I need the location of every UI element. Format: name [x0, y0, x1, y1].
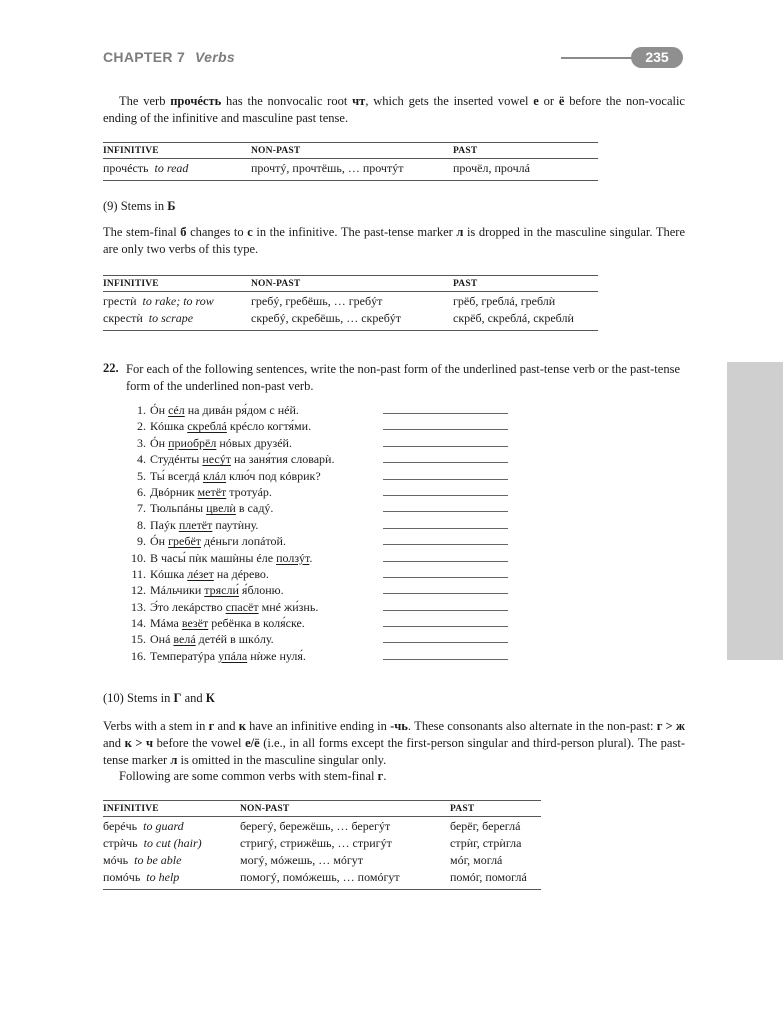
sentence-text: Онá	[150, 632, 174, 647]
verb-table-g-stems	[103, 800, 541, 890]
item-sentence	[150, 451, 334, 467]
answer-blank[interactable]	[383, 577, 508, 578]
cell-past: помóг, помоглá	[450, 868, 541, 890]
chapter-title: Verbs	[195, 49, 235, 65]
underlined-verb: цвелѝ	[206, 501, 236, 516]
para-text: and	[214, 719, 239, 733]
sentence-text: крéсло когтя́ми.	[226, 419, 312, 434]
table-row	[103, 868, 541, 890]
item-number: 11.	[131, 566, 146, 581]
sentence-text: в садý.	[235, 501, 274, 516]
item-number: 12.	[131, 583, 146, 598]
para-letter: к	[238, 719, 246, 733]
answer-blank[interactable]	[383, 495, 508, 496]
para-text: and	[103, 736, 125, 750]
sentence-text: Óн	[150, 403, 169, 417]
para-letter: г > ж	[656, 719, 685, 733]
para-text: changes to	[186, 225, 248, 239]
para-letter: г	[208, 719, 215, 733]
exercise-item	[118, 631, 518, 647]
sentence-text: Паýк	[150, 517, 179, 532]
section-10-paragraph	[103, 718, 685, 769]
para-text: is dropped in the masculine singular. There are only two verbs of this type.	[103, 225, 685, 256]
exercise-item	[118, 550, 518, 566]
sentence-text: нóвых друзéй.	[216, 435, 292, 450]
infinitive: мóчь	[103, 853, 129, 867]
item-sentence	[150, 402, 299, 418]
item-sentence	[150, 435, 292, 451]
heading-text: and	[181, 691, 206, 705]
sentence-text: на заня́тия словарѝ.	[230, 452, 335, 467]
infinitive: скрестѝ	[103, 311, 143, 325]
exercise-item	[118, 402, 518, 418]
underlined-verb: клáл	[202, 468, 227, 483]
exercise-item	[118, 615, 518, 631]
item-sentence	[150, 468, 321, 484]
answer-blank[interactable]	[383, 659, 508, 660]
cell-infinitive	[103, 292, 251, 310]
cell-infinitive	[103, 309, 251, 331]
answer-blank[interactable]	[383, 626, 508, 627]
intro-root: чт	[352, 94, 366, 108]
infinitive: грестѝ	[103, 294, 137, 308]
intro-text: The verb	[119, 94, 171, 108]
page-header	[103, 47, 683, 71]
gloss: to rake; to row	[142, 294, 214, 308]
sentence-text: Кóшка	[150, 419, 188, 434]
gloss: to guard	[143, 819, 184, 833]
item-number: 3.	[137, 435, 146, 450]
sentence-text: Э́то лекáрство	[150, 599, 226, 614]
item-number: 2.	[137, 419, 146, 434]
answer-blank[interactable]	[383, 561, 508, 562]
answer-blank[interactable]	[383, 413, 508, 414]
exercise-number: 22.	[103, 361, 119, 375]
item-sentence	[150, 615, 305, 631]
table-header-row	[103, 143, 598, 159]
item-sentence	[150, 582, 284, 598]
answer-blank[interactable]	[383, 511, 508, 512]
para-text: . These consonants also alternate in the non-past:	[407, 719, 657, 733]
intro-verb: прочéсть	[170, 94, 222, 108]
item-sentence	[150, 484, 272, 500]
underlined-verb: сéл	[168, 403, 185, 417]
table-header-row	[103, 276, 598, 292]
para-text: Verbs with a stem in	[103, 719, 209, 733]
sentence-text: клю́ч под кóврик?	[226, 468, 321, 483]
item-number: 4.	[137, 452, 146, 467]
section-9-heading	[103, 198, 176, 215]
intro-text: has the nonvocalic root	[221, 94, 353, 108]
cell-nonpast: могý, мóжешь, … мóгут	[240, 853, 364, 867]
cell-past: скрёб, скреблá, скреблѝ	[453, 309, 598, 331]
para-letter: к > ч	[124, 736, 154, 750]
table-row	[103, 309, 598, 331]
section-10-heading	[103, 690, 215, 707]
exercise-item	[118, 418, 518, 434]
sentence-text: нѝже нуля́.	[247, 648, 306, 663]
item-number: 9.	[137, 534, 146, 549]
thumb-tab	[727, 362, 783, 660]
answer-blank[interactable]	[383, 479, 508, 480]
answer-blank[interactable]	[383, 429, 508, 430]
item-sentence	[150, 550, 312, 566]
sentence-text: на дéрево.	[213, 566, 269, 581]
answer-blank[interactable]	[383, 593, 508, 594]
sentence-text: Óн	[150, 435, 169, 450]
para-letter: е/ё	[245, 736, 260, 750]
intro-vowel: е	[533, 94, 539, 108]
answer-blank[interactable]	[383, 462, 508, 463]
heading-letter: Б	[167, 199, 176, 213]
sentence-text: Óн	[150, 534, 169, 549]
cell-nonpast: скребý, скребёшь, … скребýт	[251, 309, 453, 331]
sentence-text: Кóшка	[150, 566, 188, 581]
infinitive: берéчь	[103, 819, 138, 833]
cell-infinitive	[103, 868, 240, 890]
underlined-verb: скреблá	[187, 419, 227, 434]
sentence-text: дéньги лопáтой.	[201, 534, 286, 549]
intro-text: or	[538, 94, 559, 108]
exercise-item	[118, 533, 518, 549]
sentence-text: Двóрник	[150, 484, 198, 499]
para-text: in the infinitive. The past-tense marker	[252, 225, 457, 239]
cell-nonpast: помогý, помóжешь, … помóгут	[240, 868, 450, 890]
item-number: 7.	[137, 501, 146, 516]
table-row	[103, 292, 598, 310]
sentence-text: .	[309, 550, 313, 565]
intro-vowel: ё	[558, 94, 565, 108]
answer-blank[interactable]	[383, 610, 508, 611]
section-9-paragraph	[103, 224, 685, 258]
underlined-verb: трясли́	[204, 583, 239, 598]
item-number: 8.	[137, 517, 146, 532]
infinitive: стрѝчь	[103, 836, 138, 850]
para-text: (i.e., in all forms except the first-person singular and third-person plural). The past-tense marker	[103, 736, 685, 767]
cell-nonpast: прочтý, прочтёшь, … прочтýт	[251, 159, 453, 181]
sentence-text: Мáма	[150, 616, 182, 631]
underlined-verb: лéзет	[187, 566, 214, 581]
gloss: to read	[154, 161, 189, 175]
underlined-verb: велá	[173, 632, 196, 647]
running-head	[103, 49, 235, 65]
heading-text: (10) Stems in	[103, 691, 174, 705]
table-header-row	[103, 801, 541, 817]
cell-infinitive	[103, 159, 251, 181]
para-letter: л	[170, 753, 178, 767]
underlined-verb: гребёт	[168, 534, 202, 549]
sentence-text: я́блоню.	[238, 583, 284, 598]
verb-table-prochest	[103, 142, 598, 181]
item-number: 6.	[137, 484, 146, 499]
exercise-item	[118, 648, 518, 664]
item-sentence	[150, 566, 269, 582]
underlined-verb: несýт	[202, 452, 231, 467]
item-number: 15.	[131, 632, 146, 647]
sentence-text: Мáльчики	[150, 583, 205, 598]
exercise-item	[118, 451, 518, 467]
item-number: 5.	[137, 468, 146, 483]
sentence-text: мнé жи́знь.	[258, 599, 319, 614]
infinitive: прочéсть	[103, 161, 149, 175]
sentence-text: детéй в шкóлу.	[195, 632, 274, 647]
heading-letter: К	[205, 691, 215, 705]
sentence-text: Студéнты	[150, 452, 203, 467]
intro-text: before the non-vocalic ending of the infinitive and masculine past tense.	[103, 94, 685, 125]
col-infinitive: INFINITIVE	[103, 276, 251, 292]
item-sentence	[150, 418, 311, 434]
col-nonpast: NON-PAST	[251, 276, 453, 292]
page-number: 235	[631, 47, 683, 68]
sentence-text: В часы́ пѝк машѝны éле	[150, 550, 277, 565]
answer-blank[interactable]	[383, 446, 508, 447]
infinitive: помóчь	[103, 870, 141, 884]
cell-infinitive	[103, 834, 240, 851]
sentence-text: Температýра	[150, 648, 219, 663]
verb-table-b-stems	[103, 275, 598, 331]
heading-letter: Г	[173, 691, 182, 705]
cell-nonpast: гребý, гребёшь, … гребýт	[251, 294, 383, 308]
underlined-verb: метёт	[197, 484, 227, 499]
answer-blank[interactable]	[383, 544, 508, 545]
para-letter: с	[247, 225, 253, 239]
para-text: before the vowel	[153, 736, 246, 750]
sentence-text: Ты́ всегдá	[150, 468, 203, 483]
para-letter: б	[180, 225, 187, 239]
underlined-verb: везёт	[181, 616, 209, 631]
cell-infinitive	[103, 817, 240, 835]
col-past: PAST	[453, 276, 598, 292]
cell-nonpast: стригý, стрижёшь, … стригýт	[240, 836, 392, 850]
underlined-verb: спасёт	[225, 599, 259, 614]
underlined-verb: упáла	[218, 648, 248, 663]
table-row	[103, 851, 541, 868]
table-row	[103, 834, 541, 851]
chapter-label: CHAPTER 7	[103, 49, 186, 65]
table-row	[103, 817, 541, 835]
item-sentence	[150, 599, 318, 615]
exercise-item	[118, 517, 518, 533]
exercise-item	[118, 582, 518, 598]
answer-blank[interactable]	[383, 642, 508, 643]
item-number: 1.	[137, 403, 146, 417]
para-text: Following are some common verbs with stem-final	[119, 769, 378, 783]
col-nonpast: NON-PAST	[251, 143, 453, 159]
item-sentence	[150, 517, 258, 533]
gloss: to help	[146, 870, 180, 884]
sentence-text: тротуáр.	[226, 484, 272, 499]
underlined-verb: плетёт	[178, 517, 213, 532]
sentence-text: Тюльпáны	[150, 501, 207, 516]
heading-text: (9) Stems in	[103, 199, 168, 213]
item-number: 16.	[131, 648, 146, 663]
underlined-verb: приобрёл	[168, 435, 217, 450]
para-text: is omitted in the masculine singular only.	[177, 753, 387, 767]
intro-text: , which gets the inserted vowel	[365, 94, 534, 108]
cell-nonpast: берегý, бережёшь, … берегýт	[240, 819, 391, 833]
item-sentence	[150, 533, 286, 549]
sentence-text: паутѝну.	[212, 517, 259, 532]
sentence-text: ребёнка в коля́ске.	[208, 616, 305, 631]
intro-paragraph	[103, 93, 685, 127]
answer-blank[interactable]	[383, 528, 508, 529]
item-number: 13.	[131, 599, 146, 614]
item-number: 14.	[131, 616, 146, 631]
cell-past: мóг, моглá	[450, 853, 503, 867]
para-text: The stem-final	[103, 225, 181, 239]
item-sentence	[150, 631, 274, 647]
cell-past: берёг, береглá	[450, 819, 521, 833]
cell-past: стрѝг, стрѝгла	[450, 836, 522, 850]
item-sentence	[150, 500, 273, 516]
exercise-item	[118, 599, 518, 615]
col-past: PAST	[450, 801, 541, 817]
col-infinitive: INFINITIVE	[103, 801, 240, 817]
exercise-item	[118, 484, 518, 500]
col-past: PAST	[453, 143, 598, 159]
col-infinitive: INFINITIVE	[103, 143, 251, 159]
para-letter: г	[377, 769, 384, 783]
exercise-item	[118, 468, 518, 484]
gloss: to scrape	[148, 311, 194, 325]
exercise-item	[118, 500, 518, 516]
gloss: to cut (hair)	[143, 836, 202, 850]
col-nonpast: NON-PAST	[240, 801, 450, 817]
table-row	[103, 159, 598, 181]
exercise-item	[118, 566, 518, 582]
cell-past: прочёл, прочлá	[453, 159, 598, 181]
para-letter: -чь	[390, 719, 408, 733]
section-10-paragraph-2	[103, 768, 685, 785]
header-rule	[561, 57, 641, 59]
para-text: .	[383, 769, 387, 783]
cell-infinitive	[103, 851, 240, 868]
para-letter: л	[456, 225, 464, 239]
sentence-text: на дивáн ря́дом с нéй.	[184, 403, 299, 417]
underlined-verb: ползýт	[276, 550, 310, 565]
exercise-instruction: For each of the following sentences, write the non-past form of the underlined past-tense verb or the past-tense form of the underlined non-past verb.	[126, 362, 680, 393]
exercise-item	[118, 435, 518, 451]
item-sentence	[150, 648, 306, 664]
para-text: have an infinitive ending in	[245, 719, 391, 733]
item-number: 10.	[131, 550, 146, 565]
gloss: to be able	[134, 853, 182, 867]
cell-past: грёб, греблá, греблѝ	[453, 294, 556, 308]
exercise-list	[118, 402, 518, 664]
